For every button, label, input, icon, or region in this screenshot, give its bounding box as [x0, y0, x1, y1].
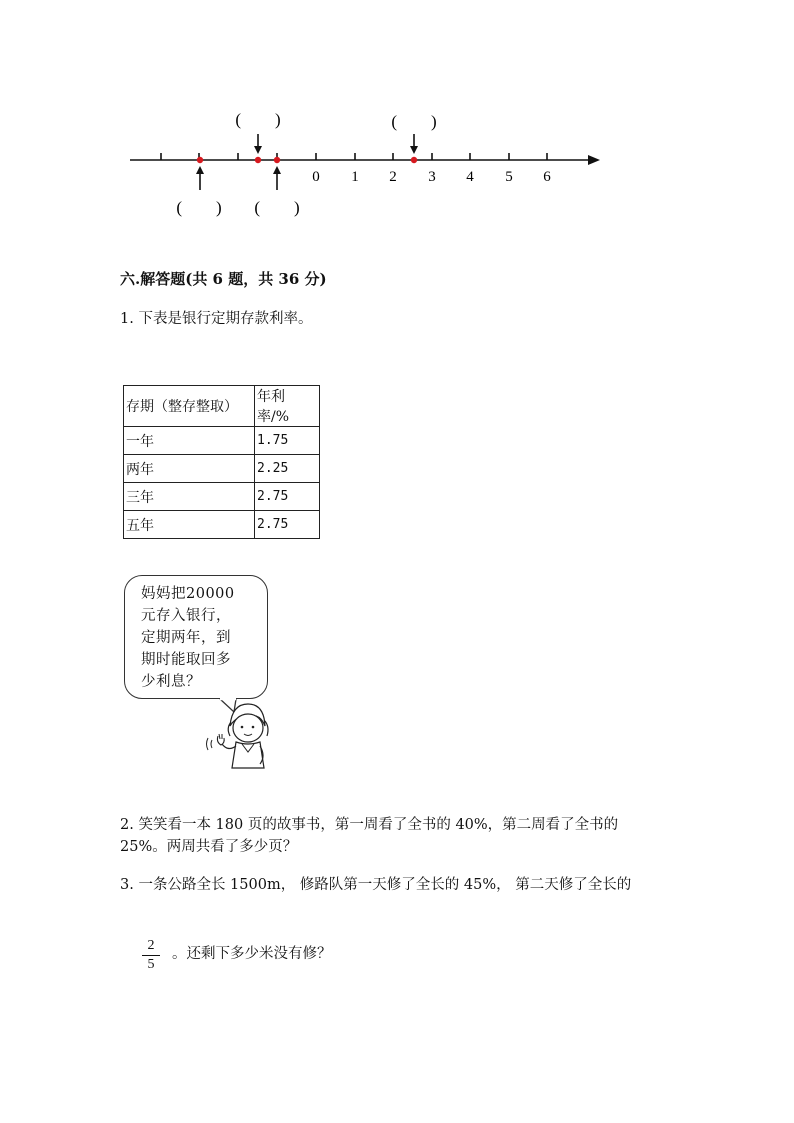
- girl-arm: [222, 744, 236, 749]
- girl-illustration: [190, 690, 290, 780]
- tick-label-0: 0: [312, 169, 320, 185]
- fraction: [140, 938, 162, 973]
- answer-blank: ( ): [176, 198, 222, 217]
- number-line: [0, 0, 794, 240]
- tick-label-2: 2: [389, 169, 397, 185]
- speech-bubble-tail: [220, 699, 236, 712]
- answer-blank: ( ): [235, 110, 281, 129]
- down-arrow: [254, 134, 262, 154]
- answer-blank: ( ): [391, 112, 437, 131]
- marked-point: [411, 157, 417, 163]
- table-cell: 三年: [124, 483, 255, 511]
- fraction-numerator: 2: [147, 938, 155, 953]
- question-2-line-2: 25%。两周共看了多少页？: [120, 839, 298, 855]
- girl-face: [233, 714, 263, 742]
- table-header: 存期（整存整取）: [124, 386, 255, 427]
- table-header-row: [124, 386, 320, 427]
- table-cell: 一年: [124, 427, 255, 455]
- table-row: [124, 483, 320, 511]
- marked-point: [255, 157, 261, 163]
- tick-label-3: 3: [428, 169, 436, 185]
- answer-blank: ( ): [254, 198, 300, 217]
- number-line-ticks: [161, 153, 547, 160]
- fraction-denominator: 5: [147, 957, 155, 972]
- down-arrow: [410, 134, 418, 154]
- interest-rate-table: [123, 385, 320, 539]
- number-line-arrowhead: [588, 155, 600, 165]
- table-row: [124, 455, 320, 483]
- table-cell: 2.75: [255, 483, 320, 511]
- tick-label-6: 6: [543, 169, 551, 185]
- speech-bubble: [124, 575, 268, 699]
- fraction-bar: [142, 955, 160, 956]
- question-3-line-1: 3. 一条公路全长 1500m， 修路队第一天修了全长的 45%， 第二天修了全长的: [120, 877, 632, 893]
- table-cell: 两年: [124, 455, 255, 483]
- up-arrow: [273, 166, 281, 190]
- question-2-line-1: 2. 笑笑看一本 180 页的故事书，第一周看了全书的 40%，第二周看了全书的: [120, 817, 619, 833]
- question-3-line-2: 。还剩下多少米没有修？: [172, 946, 332, 962]
- question-1-text: 1. 下表是银行定期存款利率。: [120, 311, 313, 327]
- table-cell: 五年: [124, 511, 255, 539]
- speech-bubble-text: 妈妈把20000 元存入银行， 定期两年，到 期时能取回多 少利息？: [141, 586, 235, 690]
- up-arrow: [196, 166, 204, 190]
- table-cell: 2.25: [255, 455, 320, 483]
- tick-label-5: 5: [505, 169, 513, 185]
- marked-point: [197, 157, 203, 163]
- marked-point: [274, 157, 280, 163]
- table-row: [124, 427, 320, 455]
- table-header: 年利率/%: [255, 386, 320, 427]
- table-cell: 1.75: [255, 427, 320, 455]
- tick-label-4: 4: [466, 169, 474, 185]
- section-title: 六.解答题(共 6 题，共 36 分): [120, 270, 327, 288]
- table-cell: 2.75: [255, 511, 320, 539]
- tick-label-1: 1: [351, 169, 359, 185]
- girl-body: [232, 742, 264, 768]
- table-row: [124, 511, 320, 539]
